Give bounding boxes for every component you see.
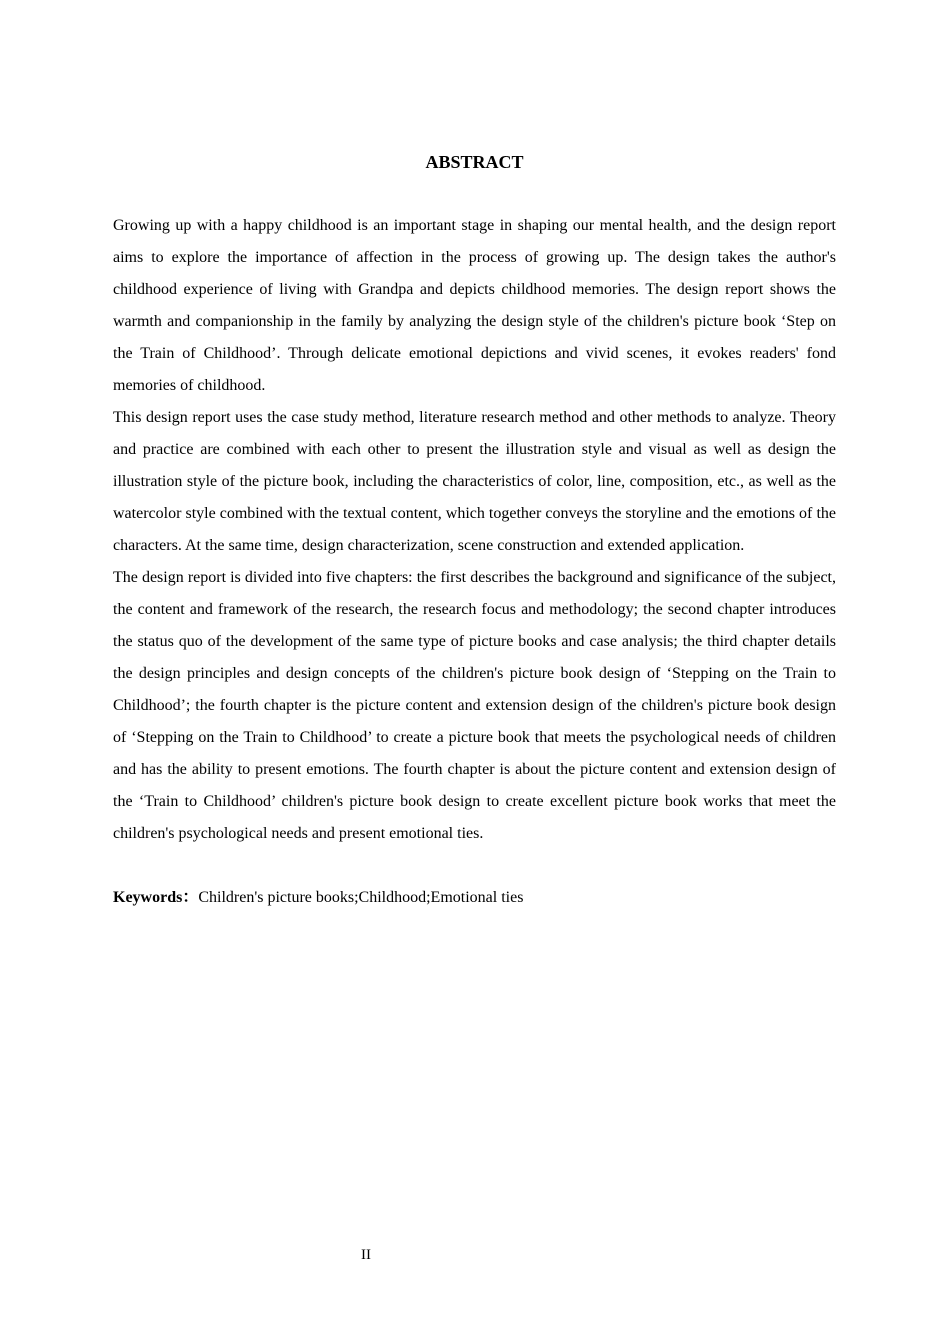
abstract-paragraph-1: Growing up with a happy childhood is an important stage in shaping our mental health, and the design report aims to explore the importance of affection in the process of growing up. The design takes the author's childhood experience of living with Grandpa and depicts childhood memories. The design report shows the warmth and companionship in the family by analyzing the design style of the children's picture book ‘Step on the Train of Childhood’. Through delicate emotional depictions and vivid scenes, it evokes readers' fond memories of childhood. [113, 217, 836, 394]
keywords-value: Children's picture books;Childhood;Emotional ties [198, 889, 524, 906]
page-title: ABSTRACT [425, 152, 524, 172]
abstract-body [113, 210, 836, 850]
page-number: II [361, 1247, 371, 1263]
page-content [113, 146, 836, 914]
abstract-paragraph-2: This design report uses the case study method, literature research method and other methods to analyze. Theory and practice are combined with each other to present the illustration style and visual as well as design the illustration style of the picture book, including the characteristics of color, line, composition, etc., as well as the watercolor style combined with the textual content, which together conveys the storyline and the emotions of the characters. At the same time, design characterization, scene construction and extended application. [113, 409, 836, 554]
abstract-paragraph-3: The design report is divided into five chapters: the first describes the background and significance of the subject, the content and framework of the research, the research focus and methodology; the second chapter introduces the status quo of the development of the same type of picture books and case analysis; the third chapter details the design principles and design concepts of the children's picture book design of ‘Stepping on the Train to Childhood’; the fourth chapter is the picture content and extension design of the children's picture book design of ‘Stepping on the Train to Childhood’ to create a picture book that meets the psychological needs of children and has the ability to present emotions. The fourth chapter is about the picture content and extension design of the ‘Train to Childhood’ children's picture book design to create excellent picture book works that meet the children's psychological needs and present emotional ties. [113, 569, 836, 842]
keywords-colon: ： [182, 889, 199, 906]
keywords-label: Keywords [113, 889, 183, 906]
keywords-line [113, 882, 836, 914]
